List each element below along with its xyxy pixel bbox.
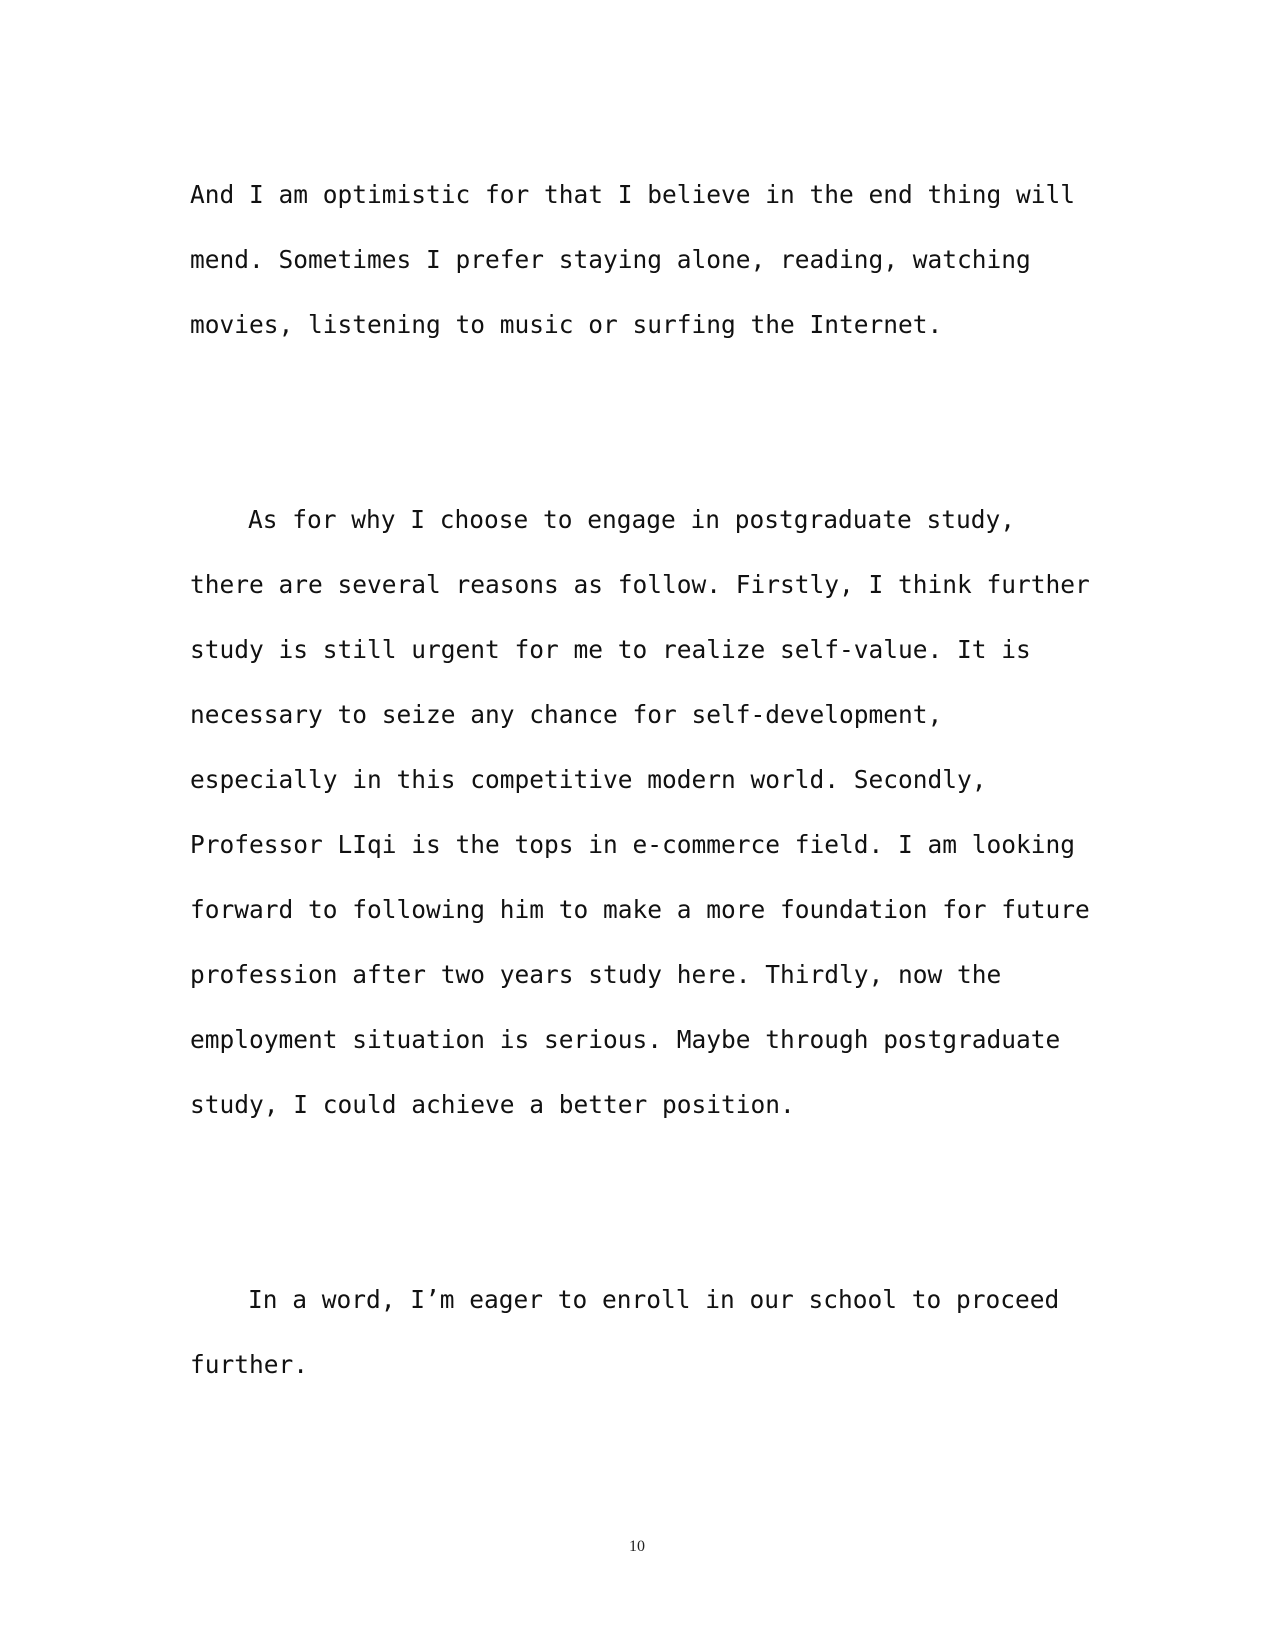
paragraph-line: there are several reasons as follow. Firstly, I think further <box>190 570 1090 599</box>
paragraph-line: study is still urgent for me to realize self-value. It is <box>190 635 1031 664</box>
paragraph-line: forward to following him to make a more foundation for future <box>190 895 1090 924</box>
paragraph-line: movies, listening to music or surfing the Internet. <box>190 310 943 339</box>
paragraph-line: mend. Sometimes I prefer staying alone, reading, watching <box>190 245 1031 274</box>
paragraph-line: study, I could achieve a better position. <box>190 1090 795 1119</box>
paragraph-hobbies <box>190 162 1090 357</box>
page-number: 10 <box>629 1538 645 1555</box>
paragraph-line: employment situation is serious. Maybe through postgraduate <box>190 1025 1061 1054</box>
paragraph-conclusion <box>190 1267 1090 1397</box>
paragraph-line: And I am optimistic for that I believe in the end thing will <box>190 180 1076 209</box>
paragraph-line: In a word, I’m eager to enroll in our school to proceed <box>248 1285 1060 1314</box>
paragraph-line: profession after two years study here. Thirdly, now the <box>190 960 1002 989</box>
paragraph-line: especially in this competitive modern world. Secondly, <box>190 765 987 794</box>
paragraph-reasons <box>190 487 1090 1137</box>
paragraph-line: As for why I choose to engage in postgraduate study, <box>248 505 1016 534</box>
paragraph-line: further. <box>190 1350 309 1379</box>
paragraph-line: Professor LIqi is the tops in e-commerce field. I am looking <box>190 830 1076 859</box>
paragraph-line: necessary to seize any chance for self-development, <box>190 700 943 729</box>
